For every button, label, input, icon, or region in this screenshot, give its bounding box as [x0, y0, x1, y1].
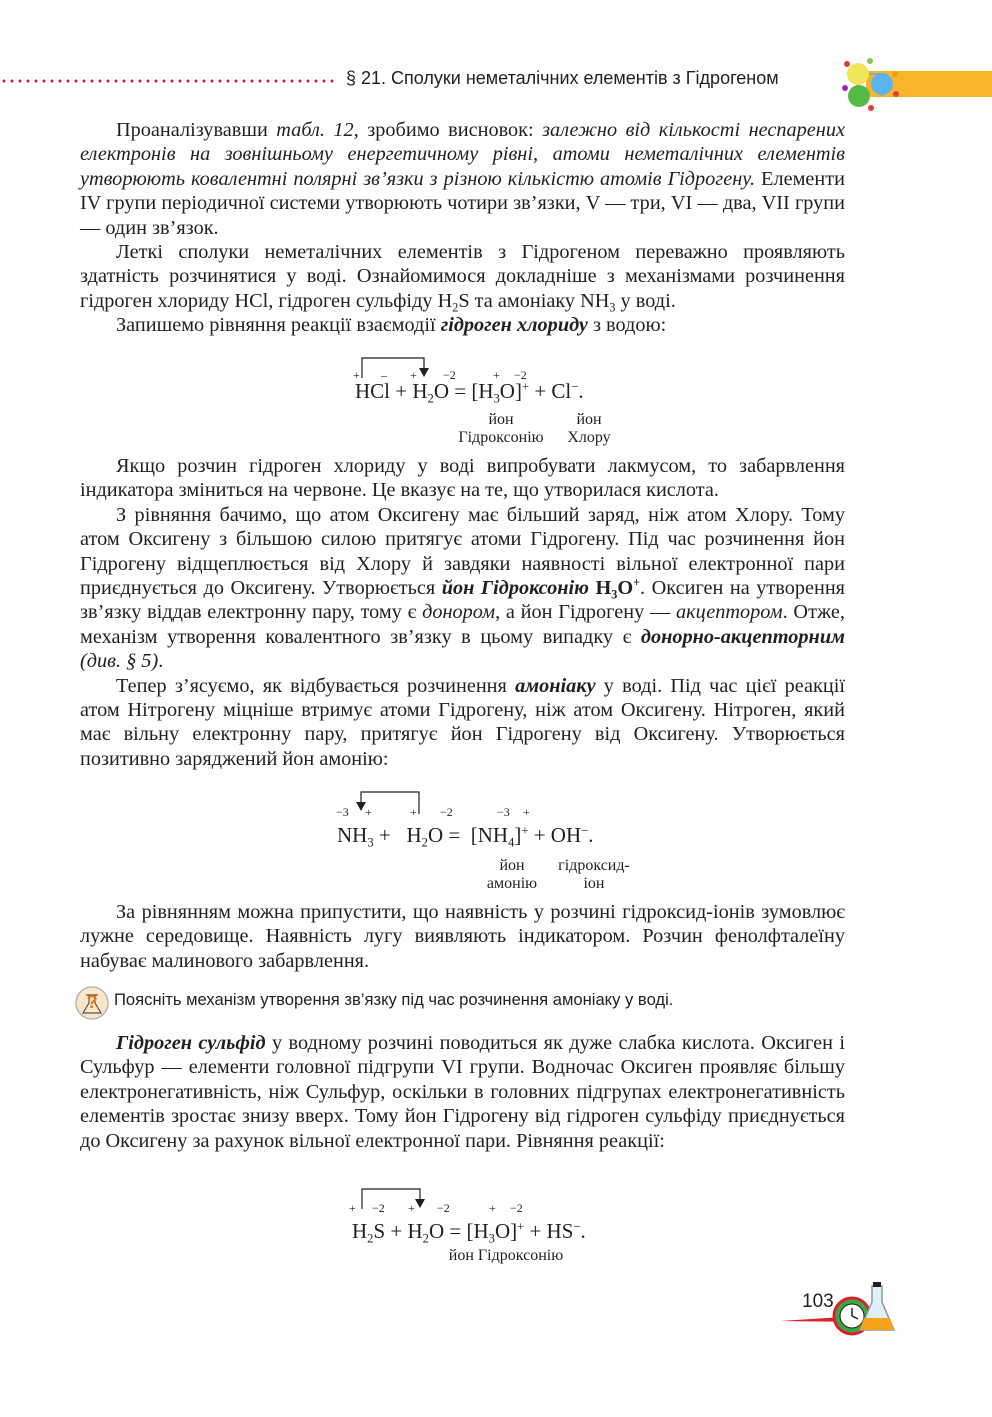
charge: +: [365, 805, 372, 819]
charge: −2: [437, 1201, 450, 1215]
charge: +: [410, 368, 417, 382]
text: O = [H: [433, 379, 494, 403]
label-line: Гідроксонію: [458, 429, 544, 446]
charge: +: [408, 1201, 415, 1215]
superscript: +: [517, 1219, 525, 1234]
label-line: йон: [488, 411, 514, 428]
superscript: −: [581, 823, 589, 838]
paragraph-alkaline: [80, 900, 845, 973]
text: Запишемо рівняння реакції взаємодії: [116, 314, 441, 337]
molecule-icon: [838, 54, 904, 114]
term-bold: амоніаку: [515, 674, 596, 697]
conclusion-italic: залежно від кількості неспарених електронів на зовнішньому енергетичному рівні, атоми неметалічних елементів утворюють ковалентні полярні зв’язки з різною кількістю атомів Гідрогену.: [80, 119, 845, 190]
superscript: −: [573, 1219, 581, 1234]
label-line: іон: [583, 875, 605, 892]
text: H: [352, 1219, 368, 1243]
charge: −2: [443, 368, 456, 382]
text: .: [578, 379, 584, 403]
text: + OH: [528, 823, 582, 847]
text: з водою:: [587, 314, 667, 337]
electron-transfer-arrow: [356, 1187, 430, 1209]
equation-text: [337, 822, 594, 848]
text: + H: [373, 823, 422, 847]
charge: +: [493, 368, 500, 382]
term-italic: донором: [422, 601, 496, 624]
label-line: йон: [499, 857, 525, 874]
text: NH: [337, 823, 368, 847]
clock-flask-icon: [828, 1280, 898, 1342]
equation-text: [355, 378, 584, 404]
paragraph-conclusion: [80, 118, 845, 240]
subscript: 2: [452, 300, 459, 315]
formula: H: [595, 577, 612, 600]
svg-text:?: ?: [86, 992, 98, 1012]
charge: −3: [336, 805, 349, 819]
text: ]: [514, 823, 522, 847]
text-block-4: [80, 1031, 845, 1153]
label-hydroxonium: [448, 411, 554, 447]
text: + HS: [524, 1219, 574, 1243]
term-bold: гідроген хлориду: [440, 314, 588, 337]
label-ammonium: [474, 857, 550, 893]
formula: O: [617, 577, 634, 600]
text: O]: [499, 379, 522, 403]
text: , зробимо висновок:: [353, 119, 543, 141]
charge: –: [381, 368, 387, 382]
text: . Оксиген на утворення зв’язку віддав електронну пару, тому є: [80, 577, 846, 624]
equation-text: [352, 1218, 586, 1244]
text: .: [588, 823, 594, 847]
paragraph-h2s: [80, 1031, 845, 1153]
text: . Отже, механізм утворення ковалентного зв’язку в цьому випадку є: [80, 601, 845, 648]
page-number: 103: [802, 1291, 834, 1312]
text: Леткі сполуки неметалічних елементів з Гідрогеном переважно проявляють здатність розчинятися у воді. Ознайомимося докладніше з механізмами розчинення гідроген хлориду HCl, гідроген сульфіду H: [80, 241, 845, 312]
text: З рівняння бачимо, що атом Оксигену має більший заряд, ніж атом Хлору. Тому атом Оксигену з більшою силою притягує атоми Гідрогену. Під час розчинення йон Гідрогену відщеплюється від Хлору й завдяки наявності вільної електронної пари приєднується до Оксигену. Утворюється: [80, 503, 845, 600]
term-bold: донорно-акцепторним: [640, 625, 845, 648]
paragraph-intro-hcl: [80, 313, 845, 337]
header-dotted-line: [0, 79, 338, 83]
text: + Cl: [529, 379, 572, 403]
paragraph-mechanism: [80, 503, 845, 674]
text: Проаналізувавши: [116, 119, 277, 141]
label-line: амонію: [486, 875, 538, 892]
charge: −2: [510, 1201, 523, 1215]
question-text: Поясніть механізм утворення зв’язку під час розчинення амоніаку у воді.: [114, 990, 674, 1009]
text: За рівнянням можна припустити, що наявність у розчині гідроксид-іонів зумовлює лужне середовище. Наявність лугу виявляють індикатором. Розчин фенолфталеїну набуває малинового забарвлення.: [80, 901, 845, 972]
charge: −2: [514, 368, 527, 382]
charge: −2: [440, 805, 453, 819]
paragraph-ammonia: [80, 674, 845, 772]
table-ref: табл. 12: [276, 119, 354, 141]
subscript: 2: [421, 835, 428, 850]
text: O = [NH: [427, 823, 509, 847]
charge: −2: [372, 1201, 385, 1215]
text: у воді.: [615, 289, 676, 312]
label-chloride: [557, 411, 621, 447]
superscript: +: [633, 575, 641, 590]
subscript: 2: [367, 1231, 374, 1246]
text: .: [158, 650, 164, 673]
superscript: −: [571, 379, 579, 394]
text: у воді. Під час цієї реакції атом Нітрогену міцніше втримує атоми Гідрогену, ніж атом Оксигену. Нітроген, який має вільну електронну пару, притягує йон Гідрогену від Оксигену. Утворюється позитивно заряджений йон амонію:: [80, 674, 845, 770]
paragraph-volatile: [80, 240, 845, 313]
text: S та амоніаку NH: [458, 289, 610, 312]
text: Якщо розчин гідроген хлориду у воді випробувати лакмусом, то забарвлення індикатора зміниться на червоне. Це вказує на те, що утворилася кислота.: [80, 455, 845, 502]
text: O]: [494, 1219, 518, 1243]
subscript: 4: [508, 835, 515, 850]
text-block-2: [80, 454, 845, 771]
charge: +: [349, 1201, 356, 1215]
label-hydroxide: [548, 857, 640, 893]
label-line: Хлору: [567, 429, 611, 446]
text: O = [H: [428, 1219, 489, 1243]
subscript: 3: [609, 300, 616, 315]
superscript: +: [521, 379, 530, 394]
charge: +: [489, 1201, 496, 1215]
label-line: йон: [576, 411, 602, 428]
subscript: 3: [367, 835, 374, 850]
question-icon: [74, 985, 110, 1021]
label-hydroxonium: йон Гідроксонію: [448, 1247, 564, 1264]
subscript: 3: [488, 1231, 495, 1246]
charge: +: [523, 805, 530, 819]
text: у водному розчині поводиться як дуже слабка кислота. Оксиген і Сульфур — елементи головної підгрупи VI групи. Водночас Оксиген проявляє більшу електронегативність, ніж Сульфур, оскільки в головних підгрупах електронегативність елементів зростає знизу вверх. Тому йон Гідрогену від гідроген сульфіду приєднується до Оксигену за рахунок вільної електронної пари. Рівняння реакції:: [80, 1032, 845, 1152]
text: S + H: [373, 1219, 423, 1243]
paragraph-litmus: [80, 454, 845, 503]
subscript: 3: [493, 391, 500, 406]
label-line: гідроксид-: [558, 857, 630, 874]
subscript: 2: [422, 1231, 429, 1246]
text: Елементи IV групи періодичної системи утворюють чотири зв’язки, V — три, VI — два, VII групи — один зв’язок.: [80, 167, 845, 239]
section-title: § 21. Сполуки неметалічних елементів з Гідрогеном: [346, 68, 779, 88]
text: Тепер з’ясуємо, як відбувається розчинення: [116, 674, 516, 697]
charge: −3: [497, 805, 510, 819]
reference-italic: (див. § 5): [80, 650, 159, 673]
text: .: [580, 1219, 586, 1243]
electron-transfer-arrow: [356, 356, 436, 378]
subscript: 2: [427, 391, 434, 406]
text: HCl + H: [355, 379, 428, 403]
text-block-1: [80, 118, 845, 338]
term-bold: Гідроген сульфід: [116, 1032, 266, 1054]
subscript: 3: [611, 587, 618, 602]
charge: +: [410, 805, 417, 819]
term-italic: акцептором: [675, 601, 783, 624]
superscript: +: [521, 823, 529, 838]
charge: +: [353, 368, 360, 382]
term-bold: йон Гідроксонію: [441, 577, 589, 600]
text-block-3: [80, 900, 845, 973]
text: , а йон Гідрогену —: [495, 601, 676, 624]
